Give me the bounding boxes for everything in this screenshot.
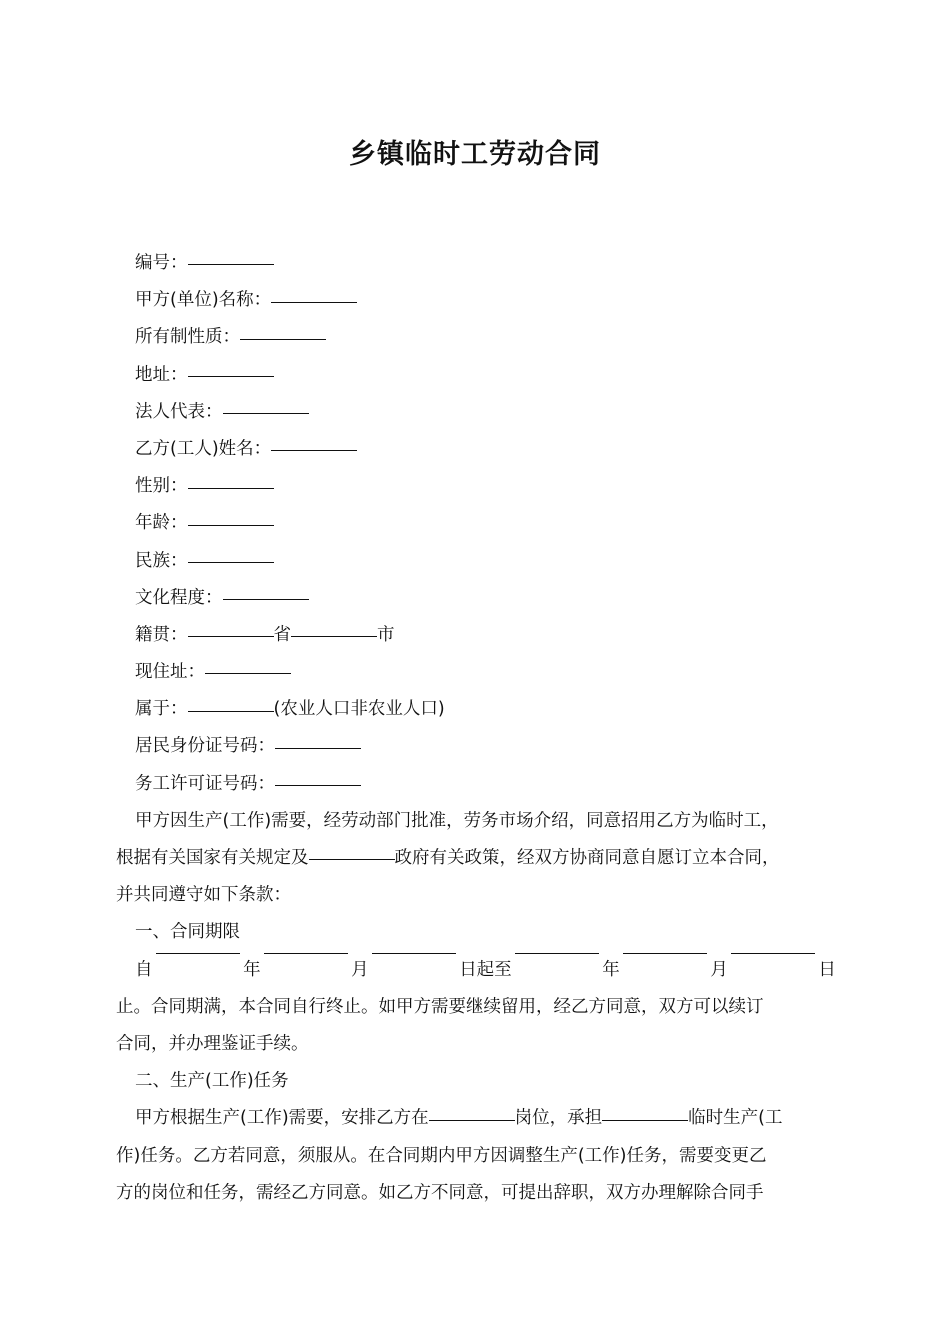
field-label: 乙方(工人)姓名： — [135, 438, 272, 459]
blank-line — [309, 858, 395, 860]
intro-line-1: 甲方因生产(工作)需要，经劳动部门批准，劳务市场介绍，同意招用乙方为临时工， — [135, 810, 779, 831]
date-day-to: 日起至 — [459, 959, 512, 980]
field-party-b-name — [116, 431, 836, 468]
city-label: 市 — [377, 624, 395, 645]
blank-line — [623, 952, 707, 954]
blank-line — [188, 561, 274, 563]
section-heading-term: 一、合同期限 — [135, 922, 240, 943]
blank-line — [156, 952, 240, 954]
field-label: 法人代表： — [135, 401, 223, 422]
blank-line — [372, 952, 456, 954]
blank-line — [291, 635, 377, 637]
population-type-options: (农业人口非农业人口) — [273, 699, 445, 720]
blank-line — [264, 952, 348, 954]
field-label: 属于： — [135, 699, 188, 720]
blank-line — [602, 1119, 688, 1121]
blank-line — [188, 263, 274, 265]
field-address — [116, 357, 836, 394]
blank-line — [188, 710, 274, 712]
task-line-2: 作)任务。乙方若同意，须服从。在合同期内甲方因调整生产(工作)任务，需要变更乙 — [116, 1145, 767, 1166]
contract-body — [116, 245, 836, 1212]
field-label: 籍贯： — [135, 624, 188, 645]
date-from: 自 — [135, 959, 153, 980]
field-legal-rep — [116, 394, 836, 431]
blank-line — [275, 784, 361, 786]
date-month: 月 — [351, 959, 369, 980]
field-native-place — [116, 617, 836, 654]
term-line-3: 合同，并办理鉴证手续。 — [116, 1033, 309, 1054]
field-age — [116, 505, 836, 542]
field-label: 性别： — [135, 476, 188, 497]
term-line-2: 止。合同期满，本合同自行终止。如甲方需要继续留用，经乙方同意，双方可以续订 — [116, 996, 764, 1017]
blank-line — [188, 375, 274, 377]
task-text: 岗位，承担 — [514, 1108, 603, 1129]
field-label: 居民身份证号码： — [135, 736, 275, 757]
province-label: 省 — [273, 624, 291, 645]
field-belongs-to — [116, 691, 836, 728]
field-label: 文化程度： — [135, 587, 223, 608]
field-gender — [116, 468, 836, 505]
section-heading-task: 二、生产(工作)任务 — [135, 1071, 289, 1092]
task-line-1 — [116, 1100, 836, 1137]
document-title: 乡镇临时工劳动合同 — [349, 139, 601, 170]
field-residence — [116, 654, 836, 691]
blank-line — [275, 747, 361, 749]
field-label: 甲方(单位)名称： — [135, 290, 272, 311]
date-year-2: 年 — [602, 959, 620, 980]
blank-line — [188, 635, 274, 637]
blank-line — [429, 1119, 515, 1121]
blank-line — [205, 672, 291, 674]
field-label: 编号： — [135, 253, 188, 273]
date-year: 年 — [243, 959, 261, 980]
blank-line — [271, 301, 357, 303]
date-month-2: 月 — [710, 959, 728, 980]
blank-line — [223, 598, 309, 600]
field-label: 现住址： — [135, 662, 205, 683]
intro-text: 政府有关政策，经双方协商同意自愿订立本合同， — [394, 848, 780, 868]
blank-line — [731, 952, 815, 954]
term-dates-line — [116, 952, 836, 989]
field-education — [116, 580, 836, 617]
intro-line-2 — [116, 840, 836, 877]
blank-line — [223, 412, 309, 414]
field-label: 务工许可证号码： — [135, 773, 275, 794]
field-id-number — [116, 728, 836, 765]
date-end-day: 日 — [818, 959, 836, 980]
field-number — [116, 245, 836, 282]
blank-line — [515, 952, 599, 954]
field-ethnicity — [116, 543, 836, 580]
field-label: 所有制性质： — [135, 327, 240, 348]
blank-line — [271, 449, 357, 451]
blank-line — [188, 524, 274, 526]
intro-line-3: 并共同遵守如下条款： — [116, 885, 291, 906]
task-line-3: 方的岗位和任务，需经乙方同意。如乙方不同意，可提出辞职，双方办理解除合同手 — [116, 1182, 764, 1203]
field-label: 地址： — [135, 364, 188, 385]
field-work-permit — [116, 766, 836, 803]
field-label: 民族： — [135, 550, 188, 571]
task-text: 临时生产(工 — [688, 1108, 783, 1129]
field-ownership — [116, 319, 836, 356]
field-party-a-name — [116, 282, 836, 319]
intro-text: 根据有关国家有关规定及 — [116, 848, 309, 868]
task-text: 甲方根据生产(工作)需要，安排乙方在 — [135, 1108, 429, 1129]
blank-line — [240, 338, 326, 340]
field-label: 年龄： — [135, 513, 188, 534]
blank-line — [188, 487, 274, 489]
